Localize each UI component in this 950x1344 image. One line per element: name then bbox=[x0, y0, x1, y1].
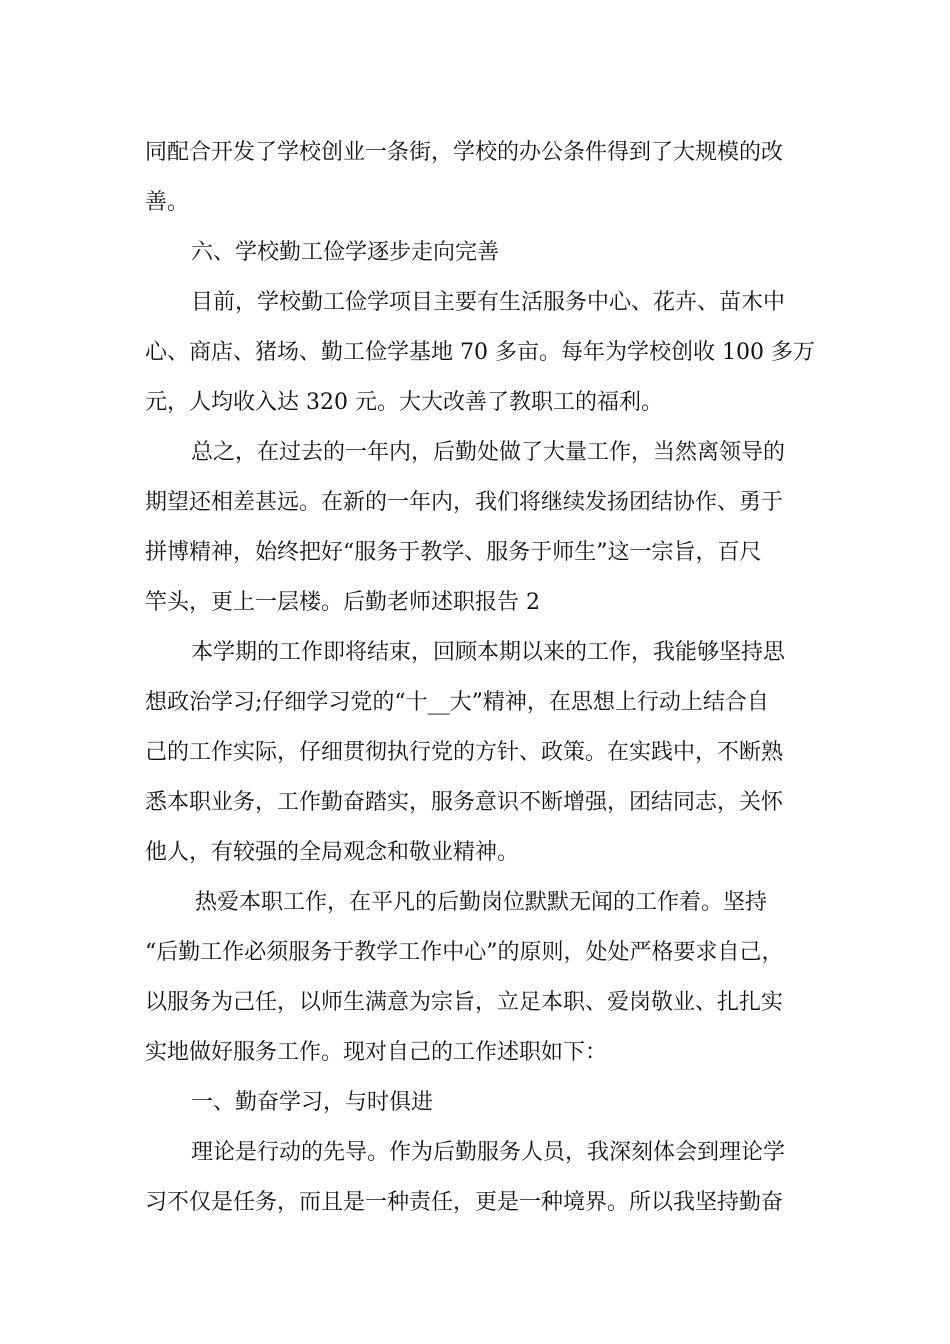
text-line: 以服务为己任，以师生满意为宗旨，立足本职、爱岗敬业、扎扎实 bbox=[145, 990, 784, 1015]
document-body bbox=[145, 128, 827, 1228]
text-line: 热爱本职工作，在平凡的后勤岗位默默无闻的工作着。坚持 bbox=[195, 890, 768, 915]
text-line: 元，人均收入达 320 元。大大改善了教职工的福利。 bbox=[145, 390, 663, 415]
text-line: 目前，学校勤工俭学项目主要有生活服务中心、花卉、苗木中 bbox=[191, 290, 786, 315]
text-line: 理论是行动的先导。作为后勤服务人员，我深刻体会到理论学 bbox=[191, 1140, 786, 1165]
text-line: 他人，有较强的全局观念和敬业精神。 bbox=[145, 840, 520, 865]
text-line: 心、商店、猪场、勤工俭学基地 70 多亩。每年为学校创收 100 多万 bbox=[145, 340, 815, 365]
text-line: 总之，在过去的一年内，后勤处做了大量工作，当然离领导的 bbox=[191, 440, 786, 465]
text-line: “后勤工作必须服务于教学工作中心”的原则，处处严格要求自己， bbox=[145, 940, 784, 965]
text-line: 悉本职业务，工作勤奋踏实，服务意识不断增强，团结同志，关怀 bbox=[145, 790, 784, 815]
text-line: 己的工作实际，仔细贯彻执行党的方针、政策。在实践中，不断熟 bbox=[145, 740, 784, 765]
text-line: 习不仅是任务，而且是一种责任，更是一种境界。所以我坚持勤奋 bbox=[145, 1190, 784, 1215]
text-line: 善。 bbox=[145, 190, 190, 215]
text-line: 竿头，更上一层楼。后勤老师述职报告 2 bbox=[145, 590, 540, 615]
text-line: 期望还相差甚远。在新的一年内，我们将继续发扬团结协作、勇于 bbox=[145, 490, 784, 515]
text-line: 本学期的工作即将结束，回顾本期以来的工作，我能够坚持思 bbox=[191, 640, 786, 665]
section-heading: 一、勤奋学习，与时俱进 bbox=[191, 1090, 434, 1115]
text-line: 同配合开发了学校创业一条街，学校的办公条件得到了大规模的改 bbox=[145, 140, 784, 165]
section-heading: 六、学校勤工俭学逐步走向完善 bbox=[191, 240, 500, 265]
text-line: 拼博精神，始终把好“服务于教学、服务于师生”这一宗旨，百尺 bbox=[145, 540, 762, 565]
text-line: 实地做好服务工作。现对自己的工作述职如下： bbox=[145, 1040, 608, 1065]
text-line: 想政治学习;仔细学习党的“十__大”精神，在思想上行动上结合自 bbox=[145, 690, 769, 715]
